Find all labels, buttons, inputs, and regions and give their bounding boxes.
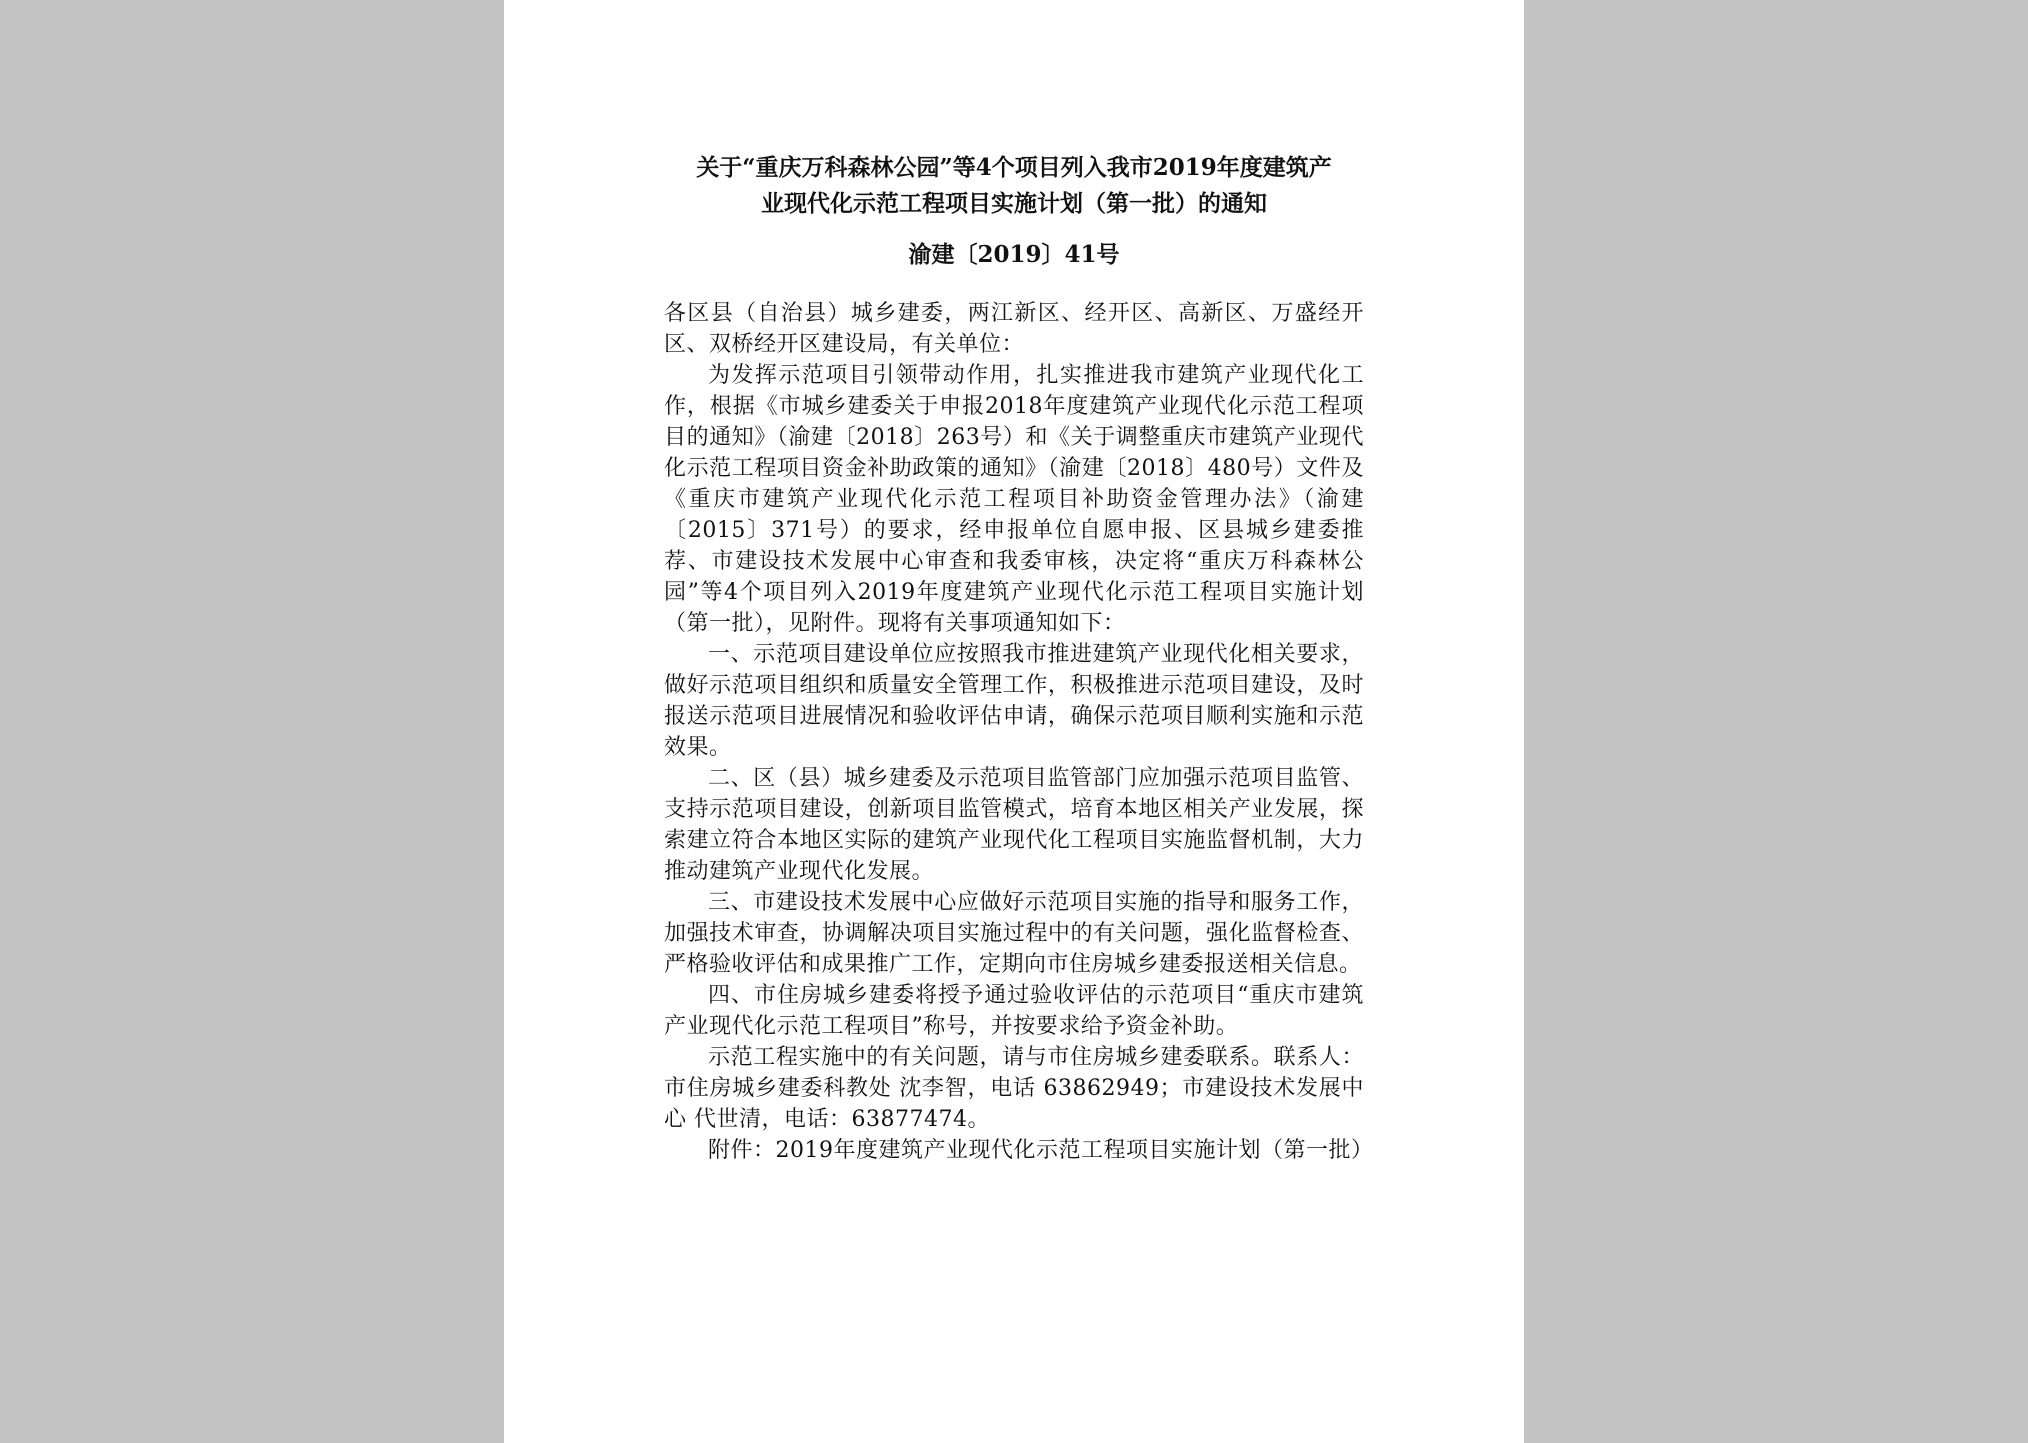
paragraph-contact: 示范工程实施中的有关问题，请与市住房城乡建委联系。联系人：市住房城乡建委科教处 沈李智，电话 63862949；市建设技术发展中心 代世清，电话：63877474。: [664, 1045, 1364, 1132]
document-title: [664, 150, 1364, 222]
document-number: 渝建〔2019〕41号: [908, 241, 1120, 268]
title-line-2: 业现代化示范工程项目实施计划（第一批）的通知: [761, 190, 1267, 217]
title-line-1: 关于“重庆万科森林公园”等4个项目列入我市2019年度建筑产: [696, 154, 1332, 181]
paragraph-intro: 为发挥示范项目引领带动作用，扎实推进我市建筑产业现代化工作，根据《市城乡建委关于申报2018年度建筑产业现代化示范工程项目的通知》（渝建〔2018〕263号）和《关于调整重庆市建筑产业现代化示范工程项目资金补助政策的通知》（渝建〔2018〕480号）文件及《重庆市建筑产业现代化示范工程项目补助资金管理办法》（渝建〔2015〕371号）的要求，经申报单位自愿申报、区县城乡建委推荐、市建设技术发展中心审查和我委审核，决定将“重庆万科森林公园”等4个项目列入2019年度建筑产业现代化示范工程项目实施计划（第一批），见附件。现将有关事项通知如下：: [664, 363, 1364, 636]
paragraph-item-4: 四、市住房城乡建委将授予通过验收评估的示范项目“重庆市建筑产业现代化示范工程项目”称号，并按要求给予资金补助。: [664, 983, 1364, 1039]
paragraph-item-2: 二、区（县）城乡建委及示范项目监管部门应加强示范项目监管、支持示范项目建设，创新项目监管模式，培育本地区相关产业发展，探索建立符合本地区实际的建筑产业现代化工程项目实施监督机制，大力推动建筑产业现代化发展。: [664, 766, 1364, 884]
salutation: 各区县（自治县）城乡建委，两江新区、经开区、高新区、万盛经开区、双桥经开区建设局，有关单位：: [664, 301, 1364, 357]
document-page: [504, 0, 1524, 1443]
document-content: [664, 150, 1374, 1166]
paragraph-attachment: 附件：2019年度建筑产业现代化示范工程项目实施计划（第一批）: [708, 1138, 1374, 1163]
paragraph-item-1: 一、示范项目建设单位应按照我市推进建筑产业现代化相关要求，做好示范项目组织和质量安全管理工作，积极推进示范项目建设，及时报送示范项目进展情况和验收评估申请，确保示范项目顺利实施和示范效果。: [664, 642, 1364, 760]
paragraph-item-3: 三、市建设技术发展中心应做好示范项目实施的指导和服务工作，加强技术审查，协调解决项目实施过程中的有关问题，强化监督检查、严格验收评估和成果推广工作，定期向市住房城乡建委报送相关信息。: [664, 890, 1364, 977]
